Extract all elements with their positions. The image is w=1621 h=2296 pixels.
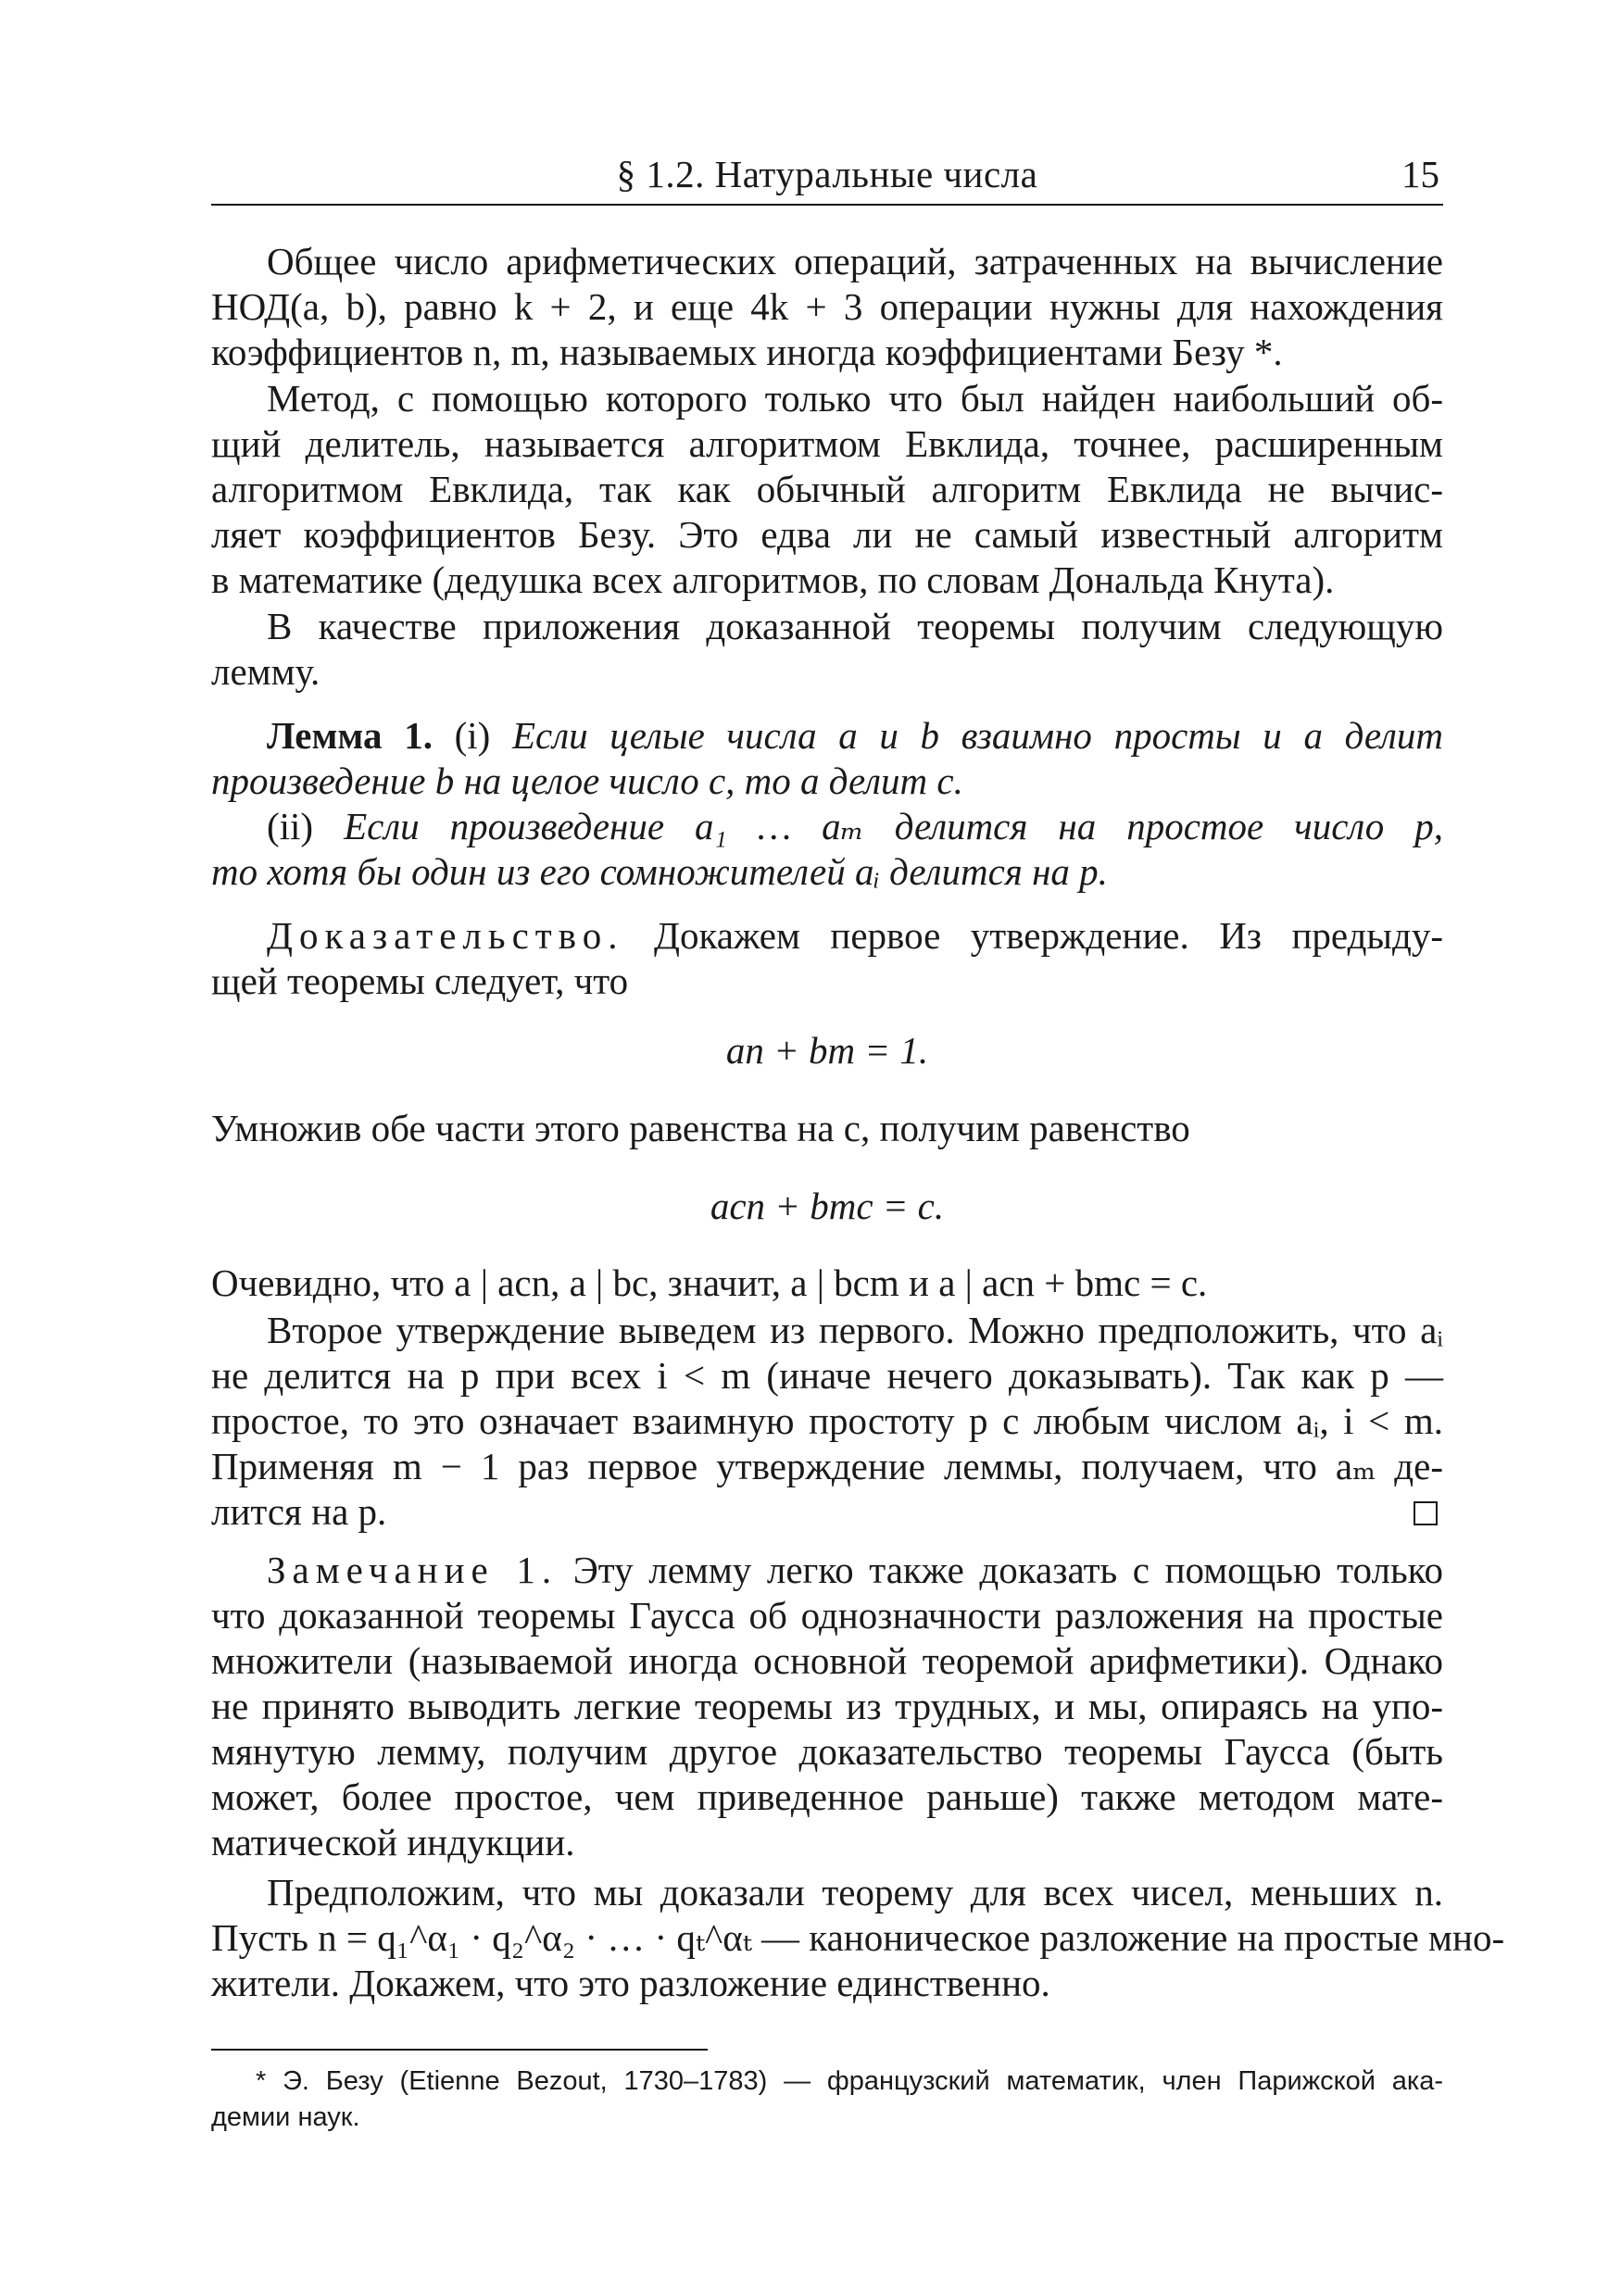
remark-line: мянутую лемму, получим другое доказательство теоремы Гаусса (быть bbox=[211, 1730, 1443, 1773]
proof-line bbox=[211, 913, 1443, 959]
formula-2: acn + bmc = c. bbox=[710, 1185, 945, 1227]
text-line: В качестве приложения доказанной теоремы получим следующую bbox=[267, 605, 1443, 647]
lemma-part1-marker: (i) bbox=[454, 714, 491, 757]
text-line: щий делитель, называется алгоритмом Евклида, точнее, расширенным bbox=[211, 422, 1443, 465]
proof-intro bbox=[211, 913, 1443, 1004]
proof-line: Применяя m − 1 раз первое утверждение леммы, получаем, что aₘ де- bbox=[211, 1445, 1443, 1487]
proof-line: Очевидно, что a | acn, a | bc, значит, a | bcm и a | acn + bmc = c. bbox=[211, 1261, 1208, 1304]
text-line: НОД(a, b), равно k + 2, и еще 4k + 3 операции нужны для нахождения bbox=[211, 285, 1443, 328]
footnote-rule bbox=[211, 2049, 708, 2051]
proof-mid bbox=[211, 1106, 1443, 1151]
formula-1: an + bm = 1. bbox=[725, 1029, 929, 1072]
text-line: Метод, с помощью которого только что был найден наибольший об- bbox=[267, 377, 1443, 420]
text-line: коэффициентов n, m, называемых иногда коэффициентами Безу *. bbox=[211, 331, 1283, 373]
page-number: 15 bbox=[1401, 153, 1439, 195]
footnote bbox=[211, 2064, 1443, 2136]
remark-text: Эту лемму легко также доказать с помощью только bbox=[572, 1549, 1443, 1591]
remark-line: не принято выводить легкие теоремы из трудных, и мы, опираясь на упо- bbox=[211, 1685, 1443, 1727]
proof-after bbox=[211, 1261, 1443, 1306]
paragraph-final bbox=[211, 1870, 1505, 2006]
lemma-part2-marker: (ii) bbox=[267, 805, 314, 847]
remark-line bbox=[211, 1548, 1443, 1593]
proof-line: лится на p. bbox=[211, 1490, 387, 1533]
text-line: жители. Докажем, что это разложение единственно. bbox=[211, 1962, 1050, 2004]
remark-1 bbox=[211, 1548, 1443, 1865]
lemma-part2-text: Если произведение a₁ … aₘ делится на простое число p, bbox=[344, 805, 1444, 847]
proof-label: Доказательство. bbox=[267, 914, 624, 957]
text-line: в математике (дедушка всех алгоритмов, по словам Дональда Кнута). bbox=[211, 558, 1335, 601]
lemma-line bbox=[211, 804, 1443, 849]
lemma-line: то хотя бы один из его сомножителей aᵢ делится на p. bbox=[211, 850, 1108, 893]
running-head bbox=[211, 148, 1443, 206]
remark-label: Замечание 1. bbox=[267, 1549, 559, 1591]
proof-second bbox=[211, 1308, 1443, 1535]
footnote-line: * Э. Безу (Etienne Bezout, 1730–1783) — французский математик, член Парижской ака- bbox=[256, 2066, 1443, 2096]
footnote-line: демии наук. bbox=[211, 2102, 360, 2132]
remark-line: множители (называемой иногда основной теоремой арифметики). Однако bbox=[211, 1639, 1443, 1682]
lemma-line bbox=[211, 713, 1443, 759]
proof-line: Второе утверждение выведем из первого. Можно предположить, что aᵢ bbox=[267, 1309, 1443, 1351]
remark-line: матической индукции. bbox=[211, 1821, 575, 1863]
remark-line: что доказанной теоремы Гаусса об однозначности разложения на простые bbox=[211, 1594, 1443, 1637]
text-line: Пусть n = q₁^α₁ · q₂^α₂ · … · qₜ^αₜ — каноническое разложение на простые мно- bbox=[211, 1916, 1505, 1959]
proof-line: Умножив обе части этого равенства на c, получим равенство bbox=[211, 1107, 1190, 1149]
text-line: ляет коэффициентов Безу. Это едва ли не самый известный алгоритм bbox=[211, 513, 1443, 556]
text-line: алгоритмом Евклида, так как обычный алгоритм Евклида не вычис- bbox=[211, 468, 1443, 510]
text-line: Предположим, что мы доказали теорему для всех чисел, меньших n. bbox=[267, 1871, 1443, 1913]
text-line: лемму. bbox=[211, 650, 320, 693]
lemma-title: Лемма 1. bbox=[267, 714, 433, 757]
paragraph-1 bbox=[211, 239, 1443, 375]
lemma-part1-text: Если целые числа a и b взаимно просты и a делит bbox=[511, 714, 1444, 757]
remark-line: может, более простое, чем приведенное раньше) также методом мате- bbox=[211, 1775, 1443, 1818]
paragraph-2 bbox=[211, 376, 1443, 603]
proof-text: Докажем первое утверждение. Из предыду- bbox=[654, 914, 1443, 957]
text-line: Общее число арифметических операций, затраченных на вычисление bbox=[267, 240, 1443, 282]
lemma-1 bbox=[211, 713, 1443, 895]
proof-line: простое, то это означает взаимную простоту p с любым числом aᵢ, i < m. bbox=[211, 1399, 1443, 1442]
proof-line: щей теоремы следует, что bbox=[211, 960, 629, 1002]
lemma-line: произведение b на целое число c, то a делит c. bbox=[211, 759, 963, 802]
qed-square bbox=[1414, 1501, 1438, 1525]
running-title: § 1.2. Натуральные числа bbox=[616, 153, 1038, 195]
paragraph-3 bbox=[211, 604, 1443, 695]
proof-line: не делится на p при всех i < m (иначе нечего доказывать). Так как p — bbox=[211, 1354, 1443, 1397]
